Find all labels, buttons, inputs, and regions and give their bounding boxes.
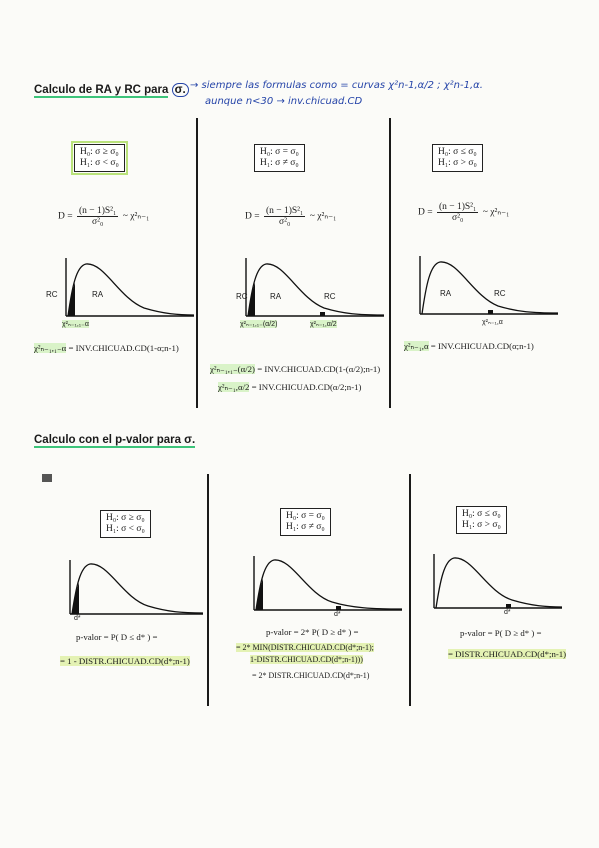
column-divider-3	[207, 474, 209, 706]
stat-numerator: (n − 1)S²₁	[78, 206, 117, 216]
h0-text: H₀: σ = σ₀	[286, 511, 325, 521]
stat-numerator: (n − 1)S²₁	[438, 202, 477, 212]
p-value-expression-2: p-valor = 2* P( D ≥ d* ) =	[266, 627, 359, 637]
stat-denominator: σ²₀	[92, 217, 104, 227]
p-value-formula-1	[60, 656, 190, 666]
d-star-label: d*	[334, 611, 341, 618]
p-value-formula-2c: = 2* DISTR.CHICUAD.CD(d*;n-1)	[252, 671, 370, 680]
p-value-formula-2a	[236, 643, 374, 652]
section2-title-text: Calculo con el p-valor para σ.	[34, 434, 196, 446]
formula-1	[34, 343, 179, 354]
section2-title	[34, 434, 195, 446]
stat-lhs: D =	[418, 207, 433, 218]
stat-distribution: ~ χ²ₙ₋₁	[482, 207, 510, 218]
formula-2a	[210, 364, 380, 375]
h1-text: H₁: σ > σ₀	[438, 158, 477, 168]
h1-text: H₁: σ ≠ σ₀	[286, 522, 325, 532]
d-star-label: d*	[504, 609, 511, 616]
stat-numerator: (n − 1)S²₁	[265, 206, 304, 216]
chi-square-curve-1	[64, 258, 194, 318]
formula-text: 1-DISTR.CHICUAD.CD(d*;n-1)))	[250, 655, 363, 664]
corner-mark	[42, 474, 52, 482]
column-divider-4	[409, 474, 411, 706]
column-divider-2	[389, 118, 391, 408]
critical-value-left: χ²ₙ₋₁,₁₋(α/2)	[240, 321, 278, 328]
hypothesis-box-6	[456, 506, 507, 534]
formula-lhs: χ²ₙ₋₁,₁₋α	[34, 343, 67, 353]
critical-value-label: χ²ₙ₋₁,₁₋α	[62, 321, 89, 328]
label-ra: RA	[92, 290, 104, 299]
p-value-formula-3	[448, 649, 566, 659]
chi-square-curve-3	[418, 256, 558, 316]
section1-title	[34, 84, 189, 96]
p-value-curve-1	[68, 560, 203, 616]
formula-text: = 2* MIN(DISTR.CHICUAD.CD(d*;n-1);	[236, 643, 374, 652]
critical-value-right: χ²ₙ₋₁,α/2	[310, 321, 337, 328]
p-value-expression-3: p-valor = P( D ≥ d* ) =	[460, 628, 542, 638]
p-value-expression-1: p-valor = P( D ≤ d* ) =	[76, 632, 158, 642]
label-ra: RA	[270, 292, 282, 301]
stat-denominator: σ²₀	[452, 213, 464, 223]
h1-text: H₁: σ > σ₀	[462, 520, 501, 530]
label-rc-right: RC	[324, 292, 336, 301]
formula-lhs: χ²ₙ₋₁,₁₋(α/2)	[210, 364, 255, 374]
column-divider-1	[196, 118, 198, 408]
formula-3	[404, 341, 534, 352]
hypothesis-box-3	[432, 144, 483, 172]
handwritten-note-1: → siempre las formulas como = curvas χ²n-1,α/2 ; χ²n-1,α.	[190, 80, 483, 91]
d-star-label: d*	[74, 615, 81, 622]
stat-distribution: ~ χ²ₙ₋₁	[309, 211, 337, 222]
label-rc: RC	[494, 289, 506, 298]
stat-denominator: σ²₀	[279, 217, 291, 227]
p-value-formula-2b	[250, 655, 363, 664]
label-rc: RC	[46, 290, 58, 299]
h0-text: H₀: σ ≤ σ₀	[462, 509, 501, 519]
label-ra: RA	[440, 289, 452, 298]
p-value-curve-3	[432, 554, 562, 610]
formula-rhs: = INV.CHICUAD.CD(1-α;n-1)	[68, 343, 179, 353]
statistic-formula-1	[58, 206, 149, 227]
formula-text: = DISTR.CHICUAD.CD(d*;n-1)	[448, 649, 567, 659]
h1-text: H₁: σ < σ₀	[80, 158, 119, 168]
stat-lhs: D =	[245, 211, 260, 222]
label-rc-left: RC	[236, 292, 248, 301]
stat-distribution: ~ χ²ₙ₋₁	[122, 211, 150, 222]
h1-text: H₁: σ ≠ σ₀	[260, 158, 299, 168]
h0-text: H₀: σ ≤ σ₀	[438, 147, 477, 157]
formula-rhs: = INV.CHICUAD.CD(α/2;n-1)	[251, 382, 362, 392]
critical-value-label: χ²ₙ₋₁,α	[482, 319, 503, 326]
section1-title-sigma: σ.	[172, 83, 189, 97]
hypothesis-box-5	[280, 508, 331, 536]
formula-rhs: = INV.CHICUAD.CD(α;n-1)	[430, 341, 534, 351]
formula-rhs: = INV.CHICUAD.CD(1-(α/2);n-1)	[257, 364, 381, 374]
statistic-formula-2	[245, 206, 336, 227]
hypothesis-box-2	[254, 144, 305, 172]
formula-lhs: χ²ₙ₋₁,α	[404, 341, 429, 351]
section1-title-text: Calculo de RA y RC para	[34, 84, 169, 96]
hypothesis-box-4	[100, 510, 151, 538]
formula-2b	[218, 382, 361, 393]
p-value-curve-2	[252, 556, 402, 612]
stat-lhs: D =	[58, 211, 73, 222]
hypothesis-box-1	[74, 144, 125, 172]
formula-text: = 1 - DISTR.CHICUAD.CD(d*;n-1)	[60, 656, 190, 666]
h1-text: H₁: σ < σ₀	[106, 524, 145, 534]
handwritten-note-2: aunque n<30 → inv.chicuad.CD	[205, 96, 363, 107]
chi-square-curve-2	[244, 258, 384, 318]
statistic-formula-3	[418, 202, 509, 223]
h0-text: H₀: σ = σ₀	[260, 147, 299, 157]
h0-text: H₀: σ ≥ σ₀	[106, 513, 145, 523]
h0-text: H₀: σ ≥ σ₀	[80, 147, 119, 157]
formula-lhs: χ²ₙ₋₁,α/2	[218, 382, 250, 392]
